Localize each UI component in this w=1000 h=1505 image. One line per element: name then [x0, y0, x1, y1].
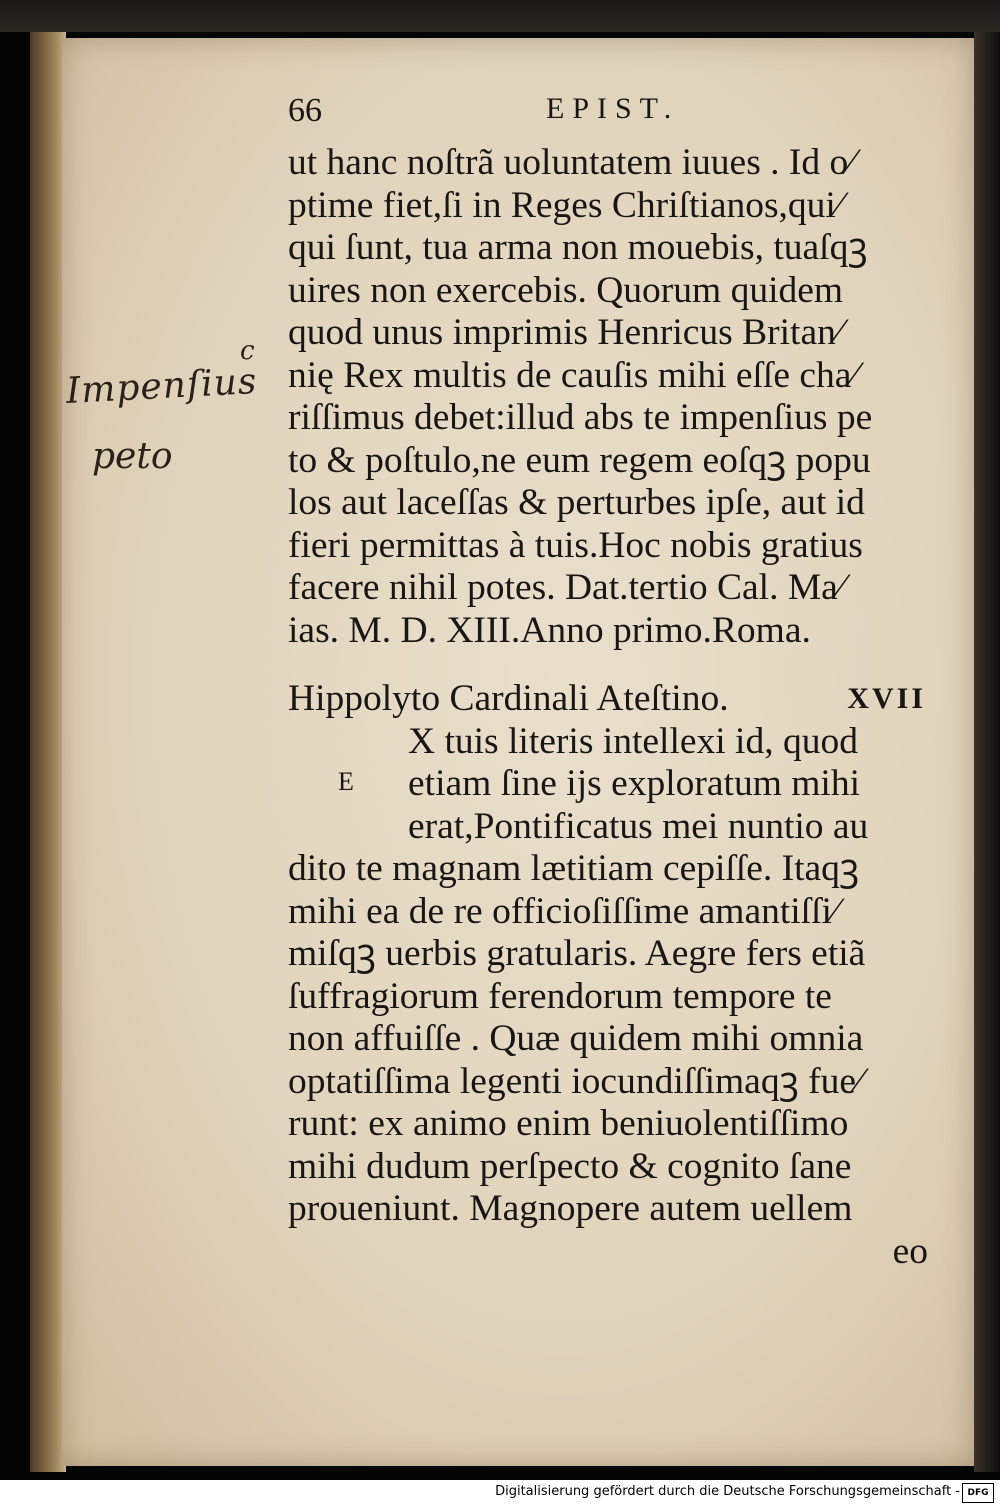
text-line: erat,Pontificatus mei nuntio au: [408, 805, 869, 847]
text-line: X tuis literis intellexi id, quod: [408, 720, 858, 762]
text-line: etiam ſine ijs exploratum mihi: [408, 763, 860, 804]
text-line: fieri permittas à tuis.Hoc nobis gratius: [288, 524, 863, 566]
text-line: los aut laceſſas & perturbes ipſe, aut id: [288, 482, 865, 523]
footer-credit-text: Digitalisierung gefördert durch die Deutsche Forschungsgemeinschaft -: [495, 1484, 960, 1499]
catchword: eo: [892, 1230, 928, 1272]
handwritten-margin-note-2: peto: [92, 436, 173, 477]
text-line: ut hanc noſtrã uoluntatem iuues . Id o⁄: [288, 142, 855, 183]
printed-text-block: [288, 92, 938, 1273]
indented-line: [288, 763, 938, 806]
text-line: optatiſſima legenti iocundiſſimaqꝫ fue⁄: [288, 1060, 863, 1102]
letter-heading-text: Hippolyto Cardinali Ateſtino.: [288, 678, 729, 719]
text-line: facere nihil potes. Dat.tertio Cal. Ma⁄: [288, 567, 845, 608]
letter-number: XVII: [847, 682, 926, 715]
text-line: runt: ex animo enim beniuolentiſſimo: [288, 1103, 849, 1144]
handwritten-margin-note-1: Impenſius: [65, 361, 259, 412]
text-line: non affuiſſe . Quæ quidem mihi omnia: [288, 1018, 864, 1059]
text-line: quod unus imprimis Henricus Britan⁄: [288, 312, 843, 353]
text-line: mihi ea de re officioſiſſime amantiſſi⁄: [288, 890, 839, 932]
text-line: dito te magnam lætitiam cepiſſe. Itaqꝫ: [288, 848, 860, 889]
handwritten-margin-mark: c: [240, 336, 255, 366]
book-binding-edge: [30, 32, 66, 1472]
indented-line: [288, 806, 938, 849]
text-line: qui ſunt, tua arma non mouebis, tuaſqꝫ: [288, 227, 868, 268]
text-line: to & poſtulo,ne eum regem eoſqꝫ popu: [288, 439, 871, 481]
text-line: mihi dudum perſpecto & cognito ſane: [288, 1145, 852, 1187]
digitization-footer: [0, 1480, 1000, 1505]
letter-heading: [288, 678, 938, 721]
text-line: miſqꝫ uerbis gratularis. Aegre fers etiã: [288, 933, 866, 974]
text-line: ſuffragiorum ferendorum tempore te: [288, 975, 832, 1017]
text-line: ias. M. D. XIII.Anno primo.Roma.: [288, 609, 811, 651]
text-line: ptime fiet,ſi in Reges Chriſtianos,qui⁄: [288, 184, 843, 226]
dfg-logo-icon: DFG: [962, 1483, 994, 1503]
scan-top-band: [0, 0, 1000, 32]
text-line: riſſimus debet:illud abs te impenſius pe: [288, 397, 873, 438]
page-header: [288, 92, 938, 142]
text-line: proueniunt. Magnopere autem uellem: [288, 1188, 853, 1229]
scan-right-shadow: [974, 32, 1000, 1472]
running-head: EPIST.: [546, 92, 680, 125]
drop-cap-letter: E: [338, 766, 354, 796]
text-line: uires non exercebis. Quorum quidem: [288, 269, 844, 311]
section-gap: [288, 652, 938, 678]
page-number: 66: [288, 92, 322, 129]
text-line: nię Rex multis de cauſis mihi eſſe cha⁄: [288, 354, 858, 396]
